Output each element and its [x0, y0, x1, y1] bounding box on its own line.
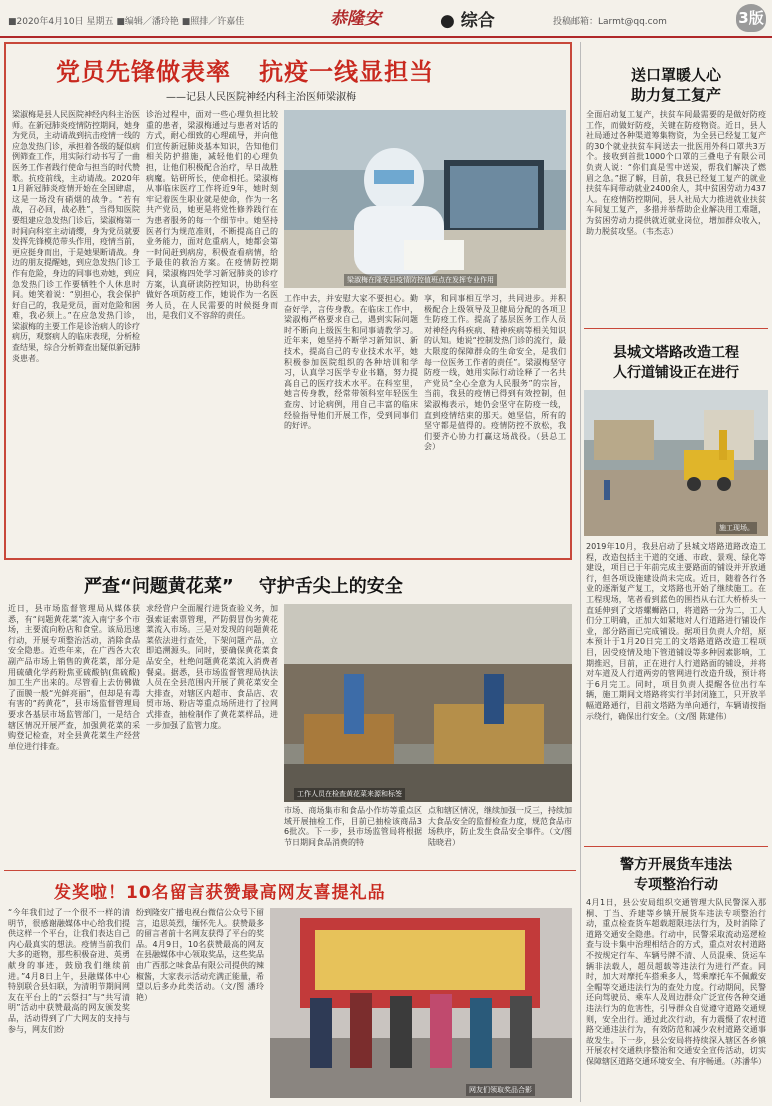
header-meta [8, 14, 244, 27]
road-body: 2019年10月，我县启动了县城文塔路道路改造工程，改造包括主干道的交通、市政、景观、绿化等建设，项目已于年前完成主要路面的铺设并开放通行，但各项设施建设尚未完成。近日，随着各行各业的逐渐复产复工，文塔路也开始了继续施工。在工程现场，笔者看到蓝色的围挡从右江大桥桥头一直延伸到了文塔螺蛳路口，将道路一分为二，工人们分工明确，正加大如紧地对人行道路进行铺设作业，部分路面已完成铺设。据项目负责人介绍，原本预计于1月20日完工的文塔路道路改造工程项目，因受疫情及地下管道铺设等多种因素影响，工期推迟，目前，正在进行人行道路面的铺设，并将对车道及人行道两旁的管网进行改造升级，预计将于6月完工。同时，项目负责人提醒各位出行车辆，施工期间文塔路将实行半封闭施工，只开放半幅道路通行，目前文塔路为单向通行，车辆请按指示绕行，确保出行安全。（文/图 陈建伟） [586, 542, 766, 721]
column-divider [580, 42, 581, 1102]
issue-date: ■2020年4月10日 星期五 [8, 17, 114, 27]
food-column-2: 求经营户全面履行进货查验义务，加强索证索票管理，严防假冒伪劣黄花菜流入市场。三是对发现的问题黄花菜依法进行查处，下架问题产品，立即追溯源头。同时，要确保黄花菜食品安全，杜绝问题黄花菜流入消费者餐桌。据悉，县市场监督管理局执法人员在全县范围内开展了黄花菜安全大排查，对辖区内超市、食品店、农贸市场、粉店等重点场所进行了拉网式排查，抽检制作了黄花菜样品，进一步加强了监管力度。 [146, 604, 278, 730]
lead-column-2: 诊治过程中，面对一些心理负担比较重的患者，梁淑梅通过与患者对话的方式，耐心细致的心理疏导，并向他们宣传新冠肺炎基本知识，告知他们相关防护措施，减轻他们的心理负担，让他们积极配合治疗，早日战胜病魔。钻研所长，使命相托。梁淑梅从事临床医疗工作将近9年，她时刻牢记着医生职业就是使命，作为一名共产党员，她更是将党性修养践行在为患者服务的每一个细节中。她坚持医者行为规范准则，不断提高自己的业务能力，面对危重病人，她都会第一时间赶到病房，积极查看病情，给予最佳的救治方案。在疫情防控期间，梁淑梅四处学习新冠肺炎的诊疗方案，认真研读防控知识，协助科室做好各项防疫工作，她说作为一名医务人员，在人民需要的时候挺身而出，是我们义不容辞的责任。 [146, 110, 278, 321]
award-photo-caption: 网友们领取奖品合影 [466, 1084, 535, 1096]
contribution-email[interactable]: 投稿邮箱：Larmt@qq.com [553, 17, 667, 27]
food-photo-image [284, 604, 572, 802]
layout-credit: ■照排／许嘉佳 [181, 17, 245, 27]
award-column-1: “今年我们过了一个很不一样的清明节，很感谢融媒体中心给我们提供这样一个平台，让我们表达自己内心最真实的想法。疫情当前我们大多的逝物，那些积极奋进、英勇献身的事迹，鼓励我们继续前进。”4月8日上午，县融媒体中心特别联合县妇联，为清明节期间网友在平台上的“云祭扫”与“共写清明”活动中获赞最高的网友颁发奖品，活动得到了广大网友的支持与参与，网友们纷 [8, 908, 130, 1034]
food-title-b: 守护舌尖上的安全 [258, 576, 403, 597]
food-photo [284, 604, 572, 802]
lead-column-3: 工作中去，并安慰大家不要担心。勤奋好学，言传身教。在临床工作中，梁淑梅严格要求自己，遇到实际问题时不断向上级医生和同事请教学习。近年来，她坚持不断学习新知识、新技术，提高自己的专业技术水平，她积极参加医院组织的各种培训和学习，认真学习医学专业书籍，努力提高自己的医疗技术水平。在科室里，她言传身教，经常带领科室年轻医生查房、讨论病例，用自己丰富的临床经验指导他们开展工作，受到同事们的好评。 [284, 294, 418, 431]
road-photo-caption: 施工现场。 [716, 522, 757, 534]
award-photo [270, 908, 572, 1098]
award-photo-image [270, 908, 572, 1098]
food-title [84, 572, 403, 598]
truck-body: 4月1日，县公安局组织交通管理大队民警深入那桐、丁当、乔建等乡镇开展货车违法专项整治行动，重点检查货车超载超限违法行为，及时消除了道路交通安全隐患。行动中，民警采取流动巡逻检查与设卡集中治理相结合的方式，重点对农村道路不按规定行车、车辆号牌不清、人员混乘、货运车辆非法载人，超员超载等违法行为进行严查。同时，加大对摩托车搭乘多人，驾乘摩托车不佩戴安全帽等交通违法行为的查处力度。行动期间，民警还向驾驶员、乘车人及周边群众广泛宣传各种交通违法行为的危害性，引导群众自觉遵守道路交通规则，安全出行。通过此次行动，有力震慑了农村道路交通违法行为，有效防范和减少农村道路交通事故发生。下一步，县公安局将持续深入辖区各乡镇开展农村交通秩序整治和交通安全宣传活动，切实保障辖区道路交通环境安全、有序畅通。（苏潘华） [586, 898, 766, 1066]
food-title-a: 严查“问题黄花菜” [84, 576, 234, 597]
lead-title-b: 抗疫一线显担当 [259, 58, 435, 86]
award-title: 发奖啦！10名留言获赞最高网友喜提礼品 [54, 883, 386, 903]
award-column-2: 纷到隆安广播电视台微信公众号下留言，追思英烈，缅怀先人。获赞最多的留言者前十名网友获得了平台的奖品。4月9日，10名获赞最高的网友在县融媒体中心领取奖品，这些奖品由广西那之味食品有限公司提供的辣椒酱，大家表示活动充满正能量，希望以后多办此类活动。（文/图 潘玲艳） [136, 908, 264, 1002]
editor: ■编辑／潘玲艳 [116, 17, 179, 27]
lead-column-4: 享，和同事相互学习，共同进步。并积极配合上级领导及卫健局分配的各项卫生防疫工作。提高了基层医务工作人员对神经内科疾病、精神疾病等相关知识的认知。她说“控制发热门诊的流行，最大限度的保障群众的生命安全，是我们每一位医务工作者的责任”。梁淑梅坚守防疫一线，她用实际行动诠释了一名共产党员“全心全意为人民服务”的宗旨，当前，我县的疫情已得到有效控制，但梁淑梅表示，她仍会坚守在防疫一线，直到疫情结束的那天。她坚信，所有的坚守都是值得的。疫情防控不放松，我们要齐心协力打赢这场战役。（县总工会） [424, 294, 566, 452]
lead-article [4, 42, 572, 560]
food-column-3: 市场、商场集市和食品小作坊等重点区域开展抽检工作，目前已抽检该商品36批次。下一步，县市场监管局将根据节日期间食品消费的特 [284, 806, 422, 847]
food-column-1: 近日，县市场监督管理局从媒体获悉，有“问题黄花菜”流入南宁多个市场，主要流向粉店和食堂。该局迅速行动，开展专项整治活动，消除食品安全隐患。近些年来，在广西各大农副产品市场上销售的黄花菜，部分是用硫磺化学药粉焦亚硫酸钠(焦硫酸)加工生产出来的。尽管看上去仿佛做了面膜一般“光鲜亮丽”，但却是有毒有害的“药黄花”，县市场监督管理局要求各基层市场监管部门，一是结合辖区情况开展严查，加强黄花菜的采购登记检查，对全县黄花菜生产经营单位进行排查。 [8, 604, 140, 751]
truck-title-1: 警方开展货车违法 [620, 857, 732, 873]
truck-title-2: 专项整治行动 [634, 877, 718, 893]
divider [4, 870, 576, 871]
food-column-4: 点和辖区情况，继续加强一反三，持续加大食品安全的监督检查力度，规范食品市场秩序，防止发生食品安全事件。（文/图 陆晓君） [428, 806, 572, 847]
road-photo-image [584, 390, 768, 536]
lead-photo-image [284, 110, 566, 288]
road-article [584, 332, 768, 842]
food-photo-caption: 工作人员在检查黄花菜来源和标签 [294, 788, 405, 800]
page-number-badge: 3版 [736, 4, 766, 32]
newspaper-logo: 恭隆安 [330, 9, 381, 29]
lead-title [56, 52, 434, 87]
divider [584, 846, 768, 847]
road-title-1: 县城文塔路改造工程 [613, 345, 739, 361]
mask-body: 全面启动复工复产，扶贫车间最需要的是做好防疫工作，而做好防疫，关键在防疫物资。近日，县人社局通过各种渠道筹集物资，为全县已经复工复产的30个就业扶贫车间送去一批医用外科口罩共3万个。接收到首批1000个口罩的三叠电子有限公司负责人说：“你们真是雪中送炭，帮我们解决了燃眉之急。”据了解，目前，我县已经复工复产的就业扶贫车间带动就业2400余人，其中贫困劳动力437人。在疫情防控期间，县人社局大力推进就业扶贫车间复工复产，多措并举帮助企业解决用工难题，为贫困劳动力提供就近就业岗位，增加群众收入，助力脱贫攻坚。（韦杰志） [586, 110, 766, 236]
truck-article [584, 850, 768, 1102]
lead-column-1: 梁淑梅是县人民医院神经内科主治医师。在新冠肺炎疫情防控期间，她身为党员，主动请战到抗击疫情一线的应急发热门诊，承担着各级的疑似病例筛查工作，用实际行动书写了一曲医务工作者践行使命与担当的时代赞歌。抗疫前线，主动请战。2020年1月新冠肺炎疫情开始在全国肆虐，这是一场没有硝烟的战争。“若有战，召必回，战必胜”，当得知医院要组建应急发热门诊后，梁淑梅第一时间向科室主动请缨，身为党员就要发挥先锋模范带头作用，疫情当前，更应挺身而出，于是她果断请战。身边的朋友提醒她，到应急发热门诊工作有危险，身边的同事也劝她，到应急发热门诊工作要牺牲个人休息时间。她笑着说：“别担心，我会保护好自己的，我是党员，面对危险和困难，我必须上。”在应急发热门诊，梁淑梅的主要工作是诊治病人的诊疗病历，观察病人的临床表现，分析检查结果，综合分析筛查出疑似新冠肺炎患者。 [12, 110, 140, 363]
lead-photo-caption: 梁淑梅在隆安县疫情防控值班点在发挥专业作用 [344, 274, 497, 286]
award-article [4, 874, 576, 1102]
lead-photo [284, 110, 566, 288]
mask-title-1: 送口罩暖人心 [630, 66, 721, 84]
road-title-2: 人行道铺设正在进行 [613, 365, 739, 381]
road-photo [584, 390, 768, 536]
mask-delivery-article [584, 42, 768, 326]
divider [584, 328, 768, 329]
section-name: ● 综合 [440, 11, 495, 31]
lead-title-a: 党员先锋做表率 [56, 58, 231, 86]
page-header [0, 0, 772, 38]
food-article [4, 566, 576, 866]
lead-subtitle: ——记县人民医院神经内科主治医师梁淑梅 [166, 92, 356, 103]
mask-title-2: 助力复工复产 [630, 86, 721, 104]
